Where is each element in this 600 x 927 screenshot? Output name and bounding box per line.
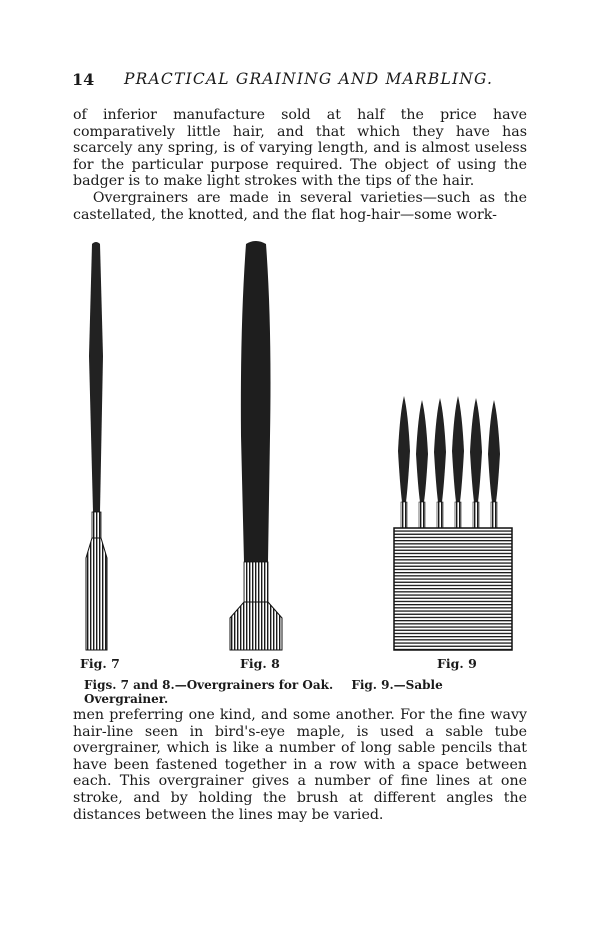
paragraph-3: men preferring one kind, and some another. For the fine wavy hair-line seen in bird's-eye maple, is used a sable tube overgrainer, which is like a number of long sable pencils that have been fastened together in a row with a space between each. This overgrainer gives a number of fine lines at one stroke, and by holding the brush at different angles the distances between the lines may be varied. [73,707,527,823]
fig8-brush [230,241,282,650]
fig9-label: Fig. 9 [437,656,477,671]
paragraph-2: Overgrainers are made in several varieties—such as the castellated, the knotted, and the flat hog-hair—some work- [73,189,527,223]
fig7-brush [86,242,107,650]
sable-pencils [398,396,500,528]
fig9-brush [394,396,512,650]
fig8-label: Fig. 8 [240,656,280,671]
sable-holder-block [394,528,512,650]
page-number: 14 [72,70,95,89]
running-title: PRACTICAL GRAINING AND MARBLING. [124,70,494,88]
figure-caption [84,678,524,706]
figures-illustration [60,236,540,656]
caption-oak: Figs. 7 and 8.—Overgrainers for Oak. [84,678,334,692]
figure-area [60,236,540,656]
top-text-block [73,107,527,223]
page-header [72,70,532,92]
paragraph-1: of inferior manufacture sold at half the price have comparatively little hair, and that which they have has scarcely any spring, is of varying length, and is almost useless for the particular purpose required. The object of using the badger is to make light strokes with the tips of the hair. [73,107,527,190]
bottom-text-block [73,707,527,823]
caption-sable: Fig. 9.—Sable Overgrainer. [84,678,443,706]
fig7-label: Fig. 7 [80,656,120,671]
